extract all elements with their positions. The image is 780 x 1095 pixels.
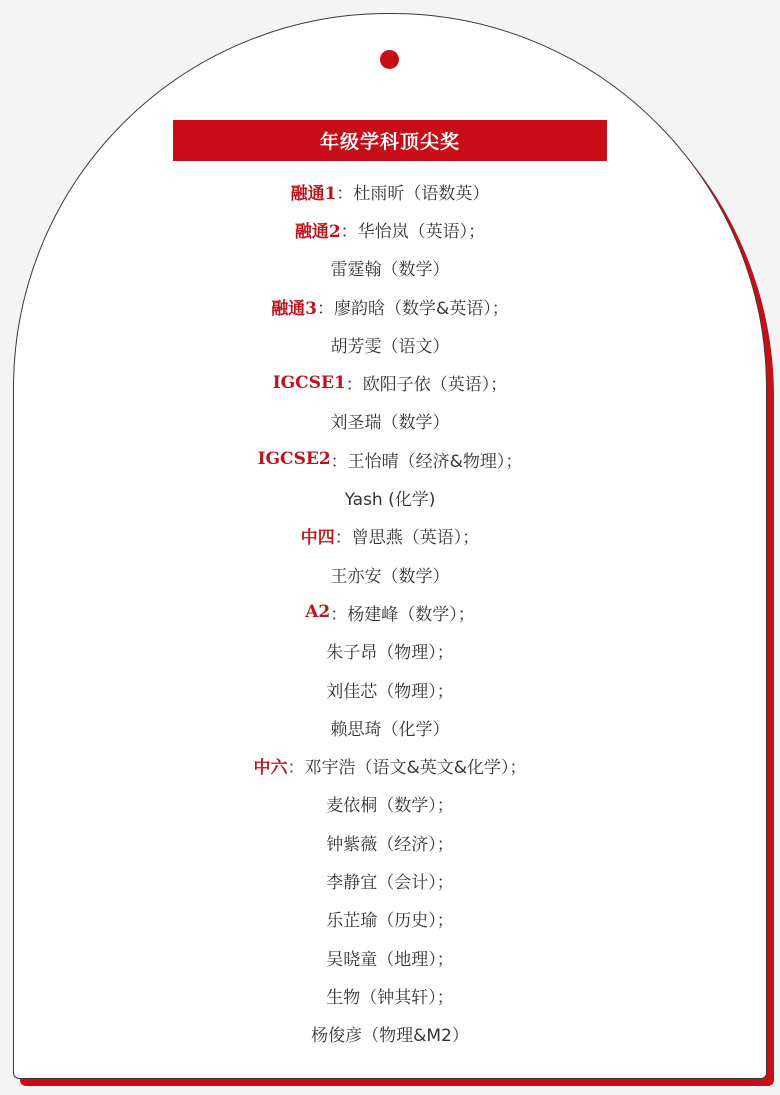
award-entry: 朱子昂（物理）； [326, 643, 454, 664]
class-label: 融通3 [271, 298, 318, 319]
award-entry: 刘圣瑞（数学） [330, 413, 450, 434]
award-row [0, 440, 780, 478]
label-separator: ： [330, 604, 348, 625]
award-row [0, 249, 780, 287]
award-row [0, 746, 780, 784]
label-separator: ： [334, 528, 352, 549]
award-row [0, 593, 780, 631]
pin-dot [380, 50, 399, 69]
label-separator: ： [317, 298, 335, 319]
award-entry: 邓宇浩（语文&英文&化学）； [304, 758, 527, 779]
award-row [0, 402, 780, 440]
award-row [0, 670, 780, 708]
class-label: 融通1 [290, 183, 337, 204]
class-label: IGCSE2 [257, 449, 331, 470]
label-separator: ： [336, 183, 354, 204]
award-entry: 乐芷瑜（历史）； [326, 911, 454, 932]
label-separator: ： [287, 758, 305, 779]
award-entry: 杜雨昕（语数英） [353, 183, 490, 204]
award-entry: 刘佳芯（物理）； [326, 681, 454, 702]
award-row [0, 632, 780, 670]
award-entry: Yash (化学) [344, 490, 436, 511]
award-row [0, 938, 780, 976]
label-separator: ： [340, 221, 358, 242]
award-row [0, 517, 780, 555]
class-label: 融通2 [294, 221, 341, 242]
award-entry: 杨俊彦（物理&M2） [311, 1026, 469, 1047]
award-row [0, 785, 780, 823]
award-entry: 华怡岚（英语）； [357, 221, 486, 242]
award-entry: 生物（钟其轩）； [326, 987, 454, 1008]
award-entry: 廖韵晗（数学&英语）； [334, 298, 509, 319]
award-row [0, 823, 780, 861]
award-list [0, 172, 780, 1053]
award-entry: 吴晓童（地理）； [326, 949, 454, 970]
award-entry: 欧阳子依（英语）； [362, 375, 508, 396]
award-row [0, 287, 780, 325]
label-separator: ： [330, 451, 348, 472]
award-row [0, 555, 780, 593]
award-row [0, 1015, 780, 1053]
class-label: IGCSE1 [272, 372, 346, 393]
award-row [0, 900, 780, 938]
award-row [0, 976, 780, 1014]
award-entry: 钟紫薇（经济）； [326, 834, 454, 855]
award-row [0, 210, 780, 248]
class-label: 中六 [253, 758, 288, 779]
label-separator: ： [345, 375, 363, 396]
award-entry: 杨建峰（数学）； [347, 604, 475, 625]
award-row [0, 708, 780, 746]
award-entry: 李静宜（会计）； [326, 872, 454, 893]
award-entry: 胡芳雯（语文） [330, 336, 450, 357]
award-entry: 赖思琦（化学） [330, 719, 450, 740]
award-row [0, 861, 780, 899]
award-row [0, 172, 780, 210]
award-entry: 曾思燕（英语）； [351, 528, 480, 549]
award-entry: 王怡晴（经济&物理）； [347, 451, 523, 472]
class-label: 中四 [300, 528, 335, 549]
award-title: 年级学科顶尖奖 [173, 120, 607, 161]
award-row [0, 363, 780, 401]
award-entry: 王亦安（数学） [330, 566, 450, 587]
award-entry: 雷霆翰（数学） [330, 260, 450, 281]
award-row [0, 478, 780, 516]
award-entry: 麦依桐（数学）； [326, 796, 454, 817]
class-label: A2 [305, 602, 331, 623]
award-row [0, 325, 780, 363]
